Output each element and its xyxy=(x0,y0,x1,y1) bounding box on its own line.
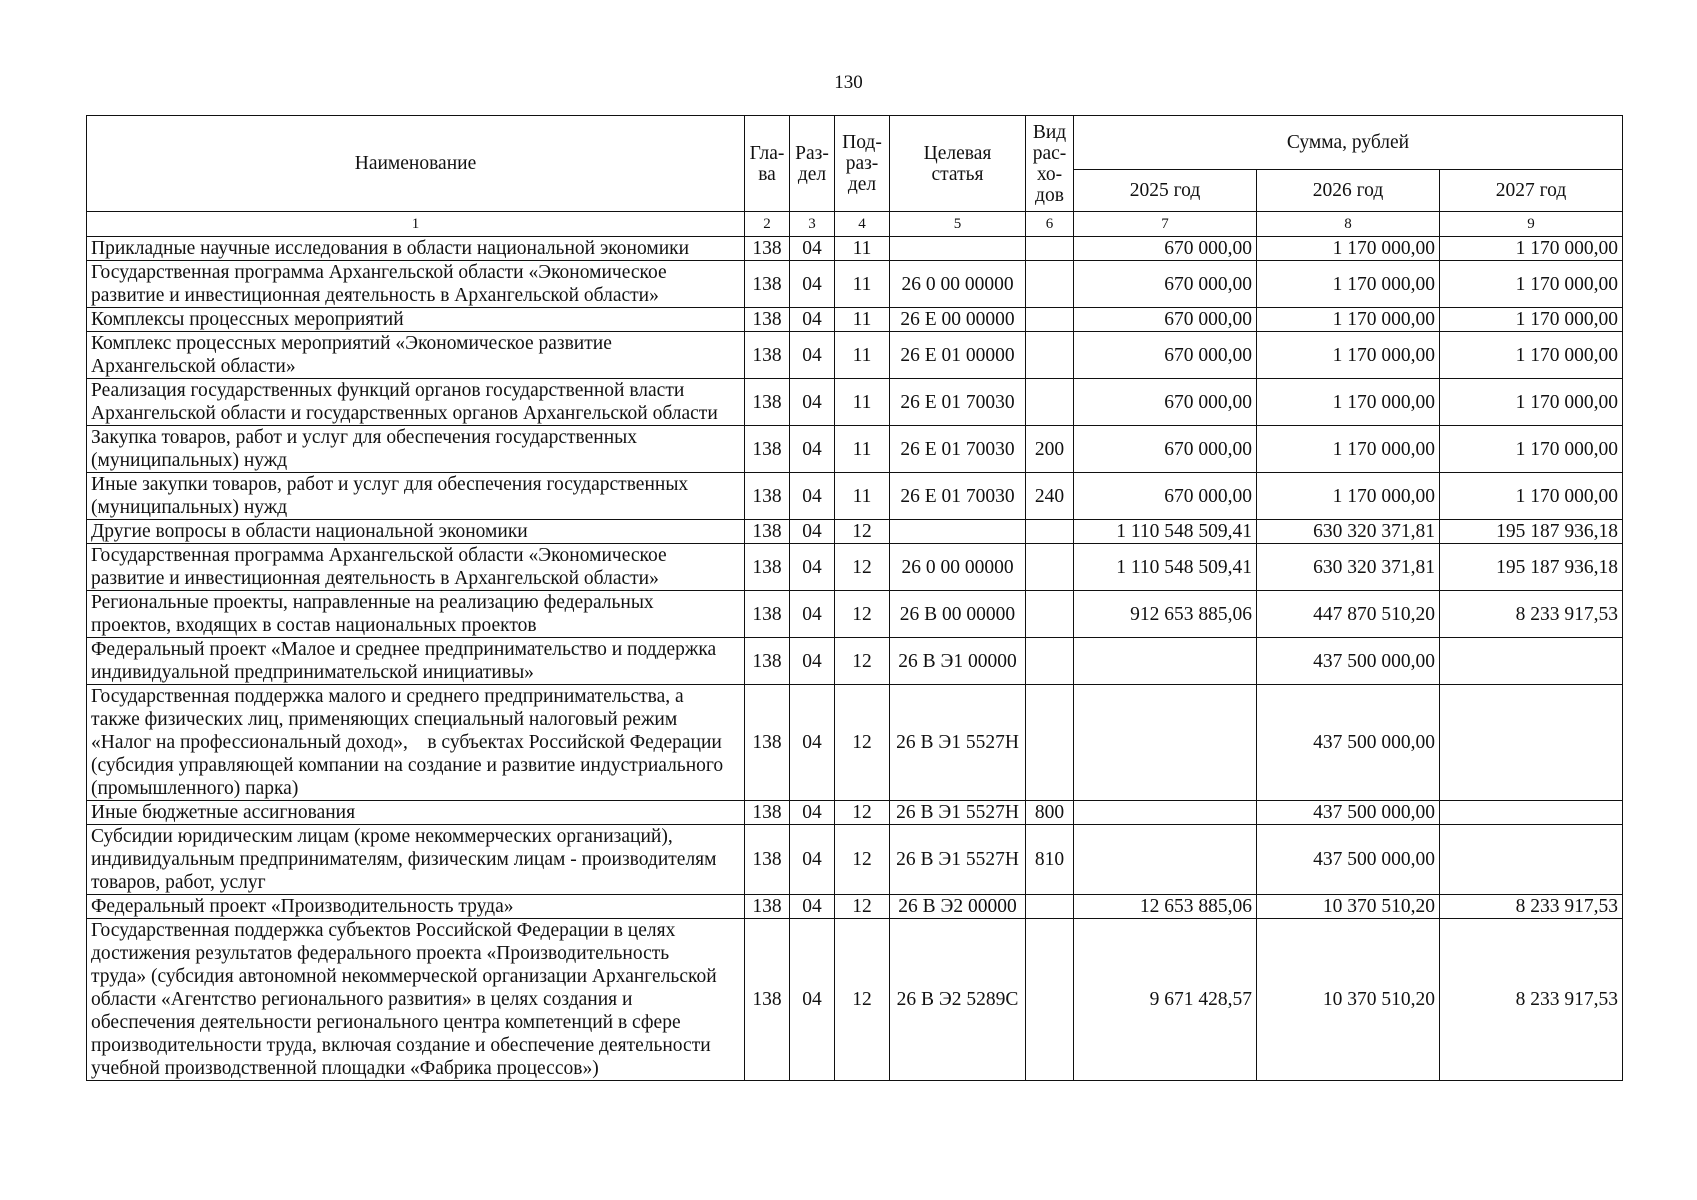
cell-vid xyxy=(1026,895,1074,919)
cell-vid xyxy=(1026,685,1074,801)
cell-razdel: 04 xyxy=(790,261,835,308)
cell-2025 xyxy=(1074,801,1257,825)
table-header xyxy=(87,116,1623,237)
cell-2025: 670 000,00 xyxy=(1074,473,1257,520)
cell-name: Государственная поддержка субъектов Российской Федерации в целях достижения результатов федерального проекта «Производительность труда» (субсидия автономной некоммерческой организации Архангельской области «Агентство регионального развития» в целях создания и обеспечения деятельности регионального центра компетенций в сфере производительности труда, включая создание и обеспечение деятельности учебной производственной площадки «Фабрика процессов») xyxy=(87,919,745,1081)
cell-2026: 630 320 371,81 xyxy=(1257,520,1440,544)
cell-name: Прикладные научные исследования в области национальной экономики xyxy=(87,237,745,261)
cell-2026: 1 170 000,00 xyxy=(1257,308,1440,332)
cell-celevaya: 26 0 00 00000 xyxy=(890,544,1026,591)
cell-2027: 1 170 000,00 xyxy=(1440,237,1623,261)
cell-vid: 800 xyxy=(1026,801,1074,825)
cell-glava: 138 xyxy=(745,685,790,801)
header-summa: Сумма, рублей xyxy=(1074,116,1623,170)
cell-glava: 138 xyxy=(745,825,790,895)
cell-2025: 670 000,00 xyxy=(1074,426,1257,473)
cell-2026: 437 500 000,00 xyxy=(1257,825,1440,895)
cell-2026: 437 500 000,00 xyxy=(1257,685,1440,801)
cell-2025: 670 000,00 xyxy=(1074,379,1257,426)
cell-razdel: 04 xyxy=(790,685,835,801)
cell-2027 xyxy=(1440,685,1623,801)
cell-glava: 138 xyxy=(745,591,790,638)
cell-podrazdel: 11 xyxy=(835,308,890,332)
header-glava: Гла- ва xyxy=(745,116,790,212)
cell-vid xyxy=(1026,332,1074,379)
col-number: 6 xyxy=(1026,212,1074,237)
cell-2026: 10 370 510,20 xyxy=(1257,895,1440,919)
cell-2027: 1 170 000,00 xyxy=(1440,308,1623,332)
cell-2027: 1 170 000,00 xyxy=(1440,379,1623,426)
col-number: 2 xyxy=(745,212,790,237)
cell-glava: 138 xyxy=(745,261,790,308)
cell-2025 xyxy=(1074,685,1257,801)
cell-celevaya: 26 В Э1 5527Н xyxy=(890,685,1026,801)
cell-vid xyxy=(1026,591,1074,638)
table-row xyxy=(87,825,1623,895)
cell-2027: 8 233 917,53 xyxy=(1440,919,1623,1081)
col-number: 4 xyxy=(835,212,890,237)
table-body xyxy=(87,237,1623,1081)
cell-celevaya: 26 Е 01 70030 xyxy=(890,426,1026,473)
cell-podrazdel: 12 xyxy=(835,520,890,544)
header-celevaya: Целевая статья xyxy=(890,116,1026,212)
cell-glava: 138 xyxy=(745,638,790,685)
header-name: Наименование xyxy=(87,116,745,212)
header-2025: 2025 год xyxy=(1074,170,1257,212)
cell-podrazdel: 12 xyxy=(835,895,890,919)
cell-2027: 1 170 000,00 xyxy=(1440,332,1623,379)
budget-table xyxy=(86,115,1623,1081)
cell-podrazdel: 11 xyxy=(835,473,890,520)
cell-2027: 195 187 936,18 xyxy=(1440,520,1623,544)
cell-2027: 1 170 000,00 xyxy=(1440,426,1623,473)
col-number: 7 xyxy=(1074,212,1257,237)
cell-2025 xyxy=(1074,825,1257,895)
col-number: 1 xyxy=(87,212,745,237)
table-row xyxy=(87,261,1623,308)
cell-vid xyxy=(1026,308,1074,332)
cell-podrazdel: 12 xyxy=(835,544,890,591)
cell-2027: 1 170 000,00 xyxy=(1440,261,1623,308)
cell-podrazdel: 11 xyxy=(835,379,890,426)
cell-vid xyxy=(1026,261,1074,308)
cell-name: Федеральный проект «Производительность труда» xyxy=(87,895,745,919)
cell-razdel: 04 xyxy=(790,473,835,520)
cell-2025 xyxy=(1074,638,1257,685)
cell-glava: 138 xyxy=(745,895,790,919)
cell-celevaya: 26 0 00 00000 xyxy=(890,261,1026,308)
cell-2025: 670 000,00 xyxy=(1074,308,1257,332)
table-row xyxy=(87,895,1623,919)
cell-celevaya: 26 Е 01 70030 xyxy=(890,473,1026,520)
col-number: 8 xyxy=(1257,212,1440,237)
cell-2026: 1 170 000,00 xyxy=(1257,332,1440,379)
cell-2027 xyxy=(1440,638,1623,685)
cell-podrazdel: 12 xyxy=(835,801,890,825)
cell-glava: 138 xyxy=(745,801,790,825)
col-number: 5 xyxy=(890,212,1026,237)
header-vid: Вид рас- хо- дов xyxy=(1026,116,1074,212)
cell-glava: 138 xyxy=(745,544,790,591)
cell-vid: 810 xyxy=(1026,825,1074,895)
cell-celevaya: 26 В Э1 5527Н xyxy=(890,801,1026,825)
table-row xyxy=(87,426,1623,473)
cell-2026: 1 170 000,00 xyxy=(1257,473,1440,520)
cell-razdel: 04 xyxy=(790,237,835,261)
table-row xyxy=(87,544,1623,591)
cell-glava: 138 xyxy=(745,919,790,1081)
cell-name: Федеральный проект «Малое и среднее предпринимательство и поддержка индивидуальной предпринимательской инициативы» xyxy=(87,638,745,685)
table-row xyxy=(87,308,1623,332)
cell-razdel: 04 xyxy=(790,332,835,379)
cell-vid: 200 xyxy=(1026,426,1074,473)
col-number: 9 xyxy=(1440,212,1623,237)
table-row xyxy=(87,685,1623,801)
cell-glava: 138 xyxy=(745,379,790,426)
cell-razdel: 04 xyxy=(790,895,835,919)
cell-vid xyxy=(1026,237,1074,261)
cell-podrazdel: 11 xyxy=(835,237,890,261)
cell-celevaya: 26 Е 01 00000 xyxy=(890,332,1026,379)
cell-name: Региональные проекты, направленные на реализацию федеральных проектов, входящих в состав национальных проектов xyxy=(87,591,745,638)
cell-podrazdel: 12 xyxy=(835,685,890,801)
table-row xyxy=(87,473,1623,520)
cell-vid xyxy=(1026,379,1074,426)
cell-celevaya xyxy=(890,237,1026,261)
cell-vid xyxy=(1026,638,1074,685)
cell-celevaya: 26 В Э1 5527Н xyxy=(890,825,1026,895)
cell-name: Другие вопросы в области национальной экономики xyxy=(87,520,745,544)
cell-name: Государственная поддержка малого и среднего предпринимательства, а также физических лиц, применяющих специальный налоговый режим «Налог на профессиональный доход», в субъектах Российской Федерации (субсидия управляющей компании на создание и развитие индустриального (промышленного) парка) xyxy=(87,685,745,801)
cell-vid xyxy=(1026,919,1074,1081)
cell-2026: 1 170 000,00 xyxy=(1257,379,1440,426)
cell-2027 xyxy=(1440,801,1623,825)
cell-celevaya: 26 Е 00 00000 xyxy=(890,308,1026,332)
cell-glava: 138 xyxy=(745,308,790,332)
cell-podrazdel: 11 xyxy=(835,261,890,308)
cell-razdel: 04 xyxy=(790,520,835,544)
cell-razdel: 04 xyxy=(790,308,835,332)
cell-name: Государственная программа Архангельской области «Экономическое развитие и инвестиционная деятельность в Архангельской области» xyxy=(87,544,745,591)
header-2027: 2027 год xyxy=(1440,170,1623,212)
cell-podrazdel: 12 xyxy=(835,591,890,638)
cell-name: Иные бюджетные ассигнования xyxy=(87,801,745,825)
cell-2025: 12 653 885,06 xyxy=(1074,895,1257,919)
cell-razdel: 04 xyxy=(790,825,835,895)
cell-podrazdel: 11 xyxy=(835,332,890,379)
cell-celevaya: 26 В Э2 5289С xyxy=(890,919,1026,1081)
cell-razdel: 04 xyxy=(790,591,835,638)
cell-razdel: 04 xyxy=(790,638,835,685)
cell-2026: 1 170 000,00 xyxy=(1257,261,1440,308)
cell-2025: 670 000,00 xyxy=(1074,332,1257,379)
table-row xyxy=(87,591,1623,638)
cell-2026: 437 500 000,00 xyxy=(1257,638,1440,685)
cell-celevaya: 26 В Э1 00000 xyxy=(890,638,1026,685)
cell-2027 xyxy=(1440,825,1623,895)
header-podrazdel: Под- раз- дел xyxy=(835,116,890,212)
cell-name: Комплексы процессных мероприятий xyxy=(87,308,745,332)
cell-2027: 1 170 000,00 xyxy=(1440,473,1623,520)
cell-2026: 10 370 510,20 xyxy=(1257,919,1440,1081)
cell-2026: 437 500 000,00 xyxy=(1257,801,1440,825)
cell-2025: 9 671 428,57 xyxy=(1074,919,1257,1081)
cell-podrazdel: 12 xyxy=(835,919,890,1081)
cell-celevaya xyxy=(890,520,1026,544)
cell-podrazdel: 12 xyxy=(835,825,890,895)
cell-vid xyxy=(1026,520,1074,544)
cell-celevaya: 26 В Э2 00000 xyxy=(890,895,1026,919)
cell-2025: 670 000,00 xyxy=(1074,237,1257,261)
cell-2026: 630 320 371,81 xyxy=(1257,544,1440,591)
table-row xyxy=(87,332,1623,379)
cell-razdel: 04 xyxy=(790,426,835,473)
cell-2025: 670 000,00 xyxy=(1074,261,1257,308)
cell-vid xyxy=(1026,544,1074,591)
table-row xyxy=(87,237,1623,261)
cell-podrazdel: 11 xyxy=(835,426,890,473)
cell-name: Субсидии юридическим лицам (кроме некоммерческих организаций), индивидуальным предпринимателям, физическим лицам - производителям товаров, работ, услуг xyxy=(87,825,745,895)
table-row xyxy=(87,520,1623,544)
cell-name: Государственная программа Архангельской области «Экономическое развитие и инвестиционная деятельность в Архангельской области» xyxy=(87,261,745,308)
cell-2026: 1 170 000,00 xyxy=(1257,426,1440,473)
cell-glava: 138 xyxy=(745,426,790,473)
cell-razdel: 04 xyxy=(790,919,835,1081)
header-2026: 2026 год xyxy=(1257,170,1440,212)
cell-name: Реализация государственных функций органов государственной власти Архангельской области и государственных органов Архангельской области xyxy=(87,379,745,426)
cell-2026: 1 170 000,00 xyxy=(1257,237,1440,261)
cell-vid: 240 xyxy=(1026,473,1074,520)
cell-razdel: 04 xyxy=(790,379,835,426)
cell-name: Комплекс процессных мероприятий «Экономическое развитие Архангельской области» xyxy=(87,332,745,379)
table-row xyxy=(87,379,1623,426)
cell-2025: 1 110 548 509,41 xyxy=(1074,544,1257,591)
cell-glava: 138 xyxy=(745,332,790,379)
col-number: 3 xyxy=(790,212,835,237)
cell-name: Закупка товаров, работ и услуг для обеспечения государственных (муниципальных) нужд xyxy=(87,426,745,473)
cell-2025: 1 110 548 509,41 xyxy=(1074,520,1257,544)
cell-celevaya: 26 Е 01 70030 xyxy=(890,379,1026,426)
table-row xyxy=(87,638,1623,685)
cell-2027: 8 233 917,53 xyxy=(1440,895,1623,919)
cell-glava: 138 xyxy=(745,520,790,544)
cell-name: Иные закупки товаров, работ и услуг для обеспечения государственных (муниципальных) нужд xyxy=(87,473,745,520)
cell-razdel: 04 xyxy=(790,801,835,825)
cell-glava: 138 xyxy=(745,237,790,261)
cell-podrazdel: 12 xyxy=(835,638,890,685)
cell-razdel: 04 xyxy=(790,544,835,591)
page-number: 130 xyxy=(834,72,863,93)
cell-2027: 195 187 936,18 xyxy=(1440,544,1623,591)
cell-2027: 8 233 917,53 xyxy=(1440,591,1623,638)
header-razdel: Раз- дел xyxy=(790,116,835,212)
table-row xyxy=(87,801,1623,825)
cell-glava: 138 xyxy=(745,473,790,520)
cell-2026: 447 870 510,20 xyxy=(1257,591,1440,638)
cell-celevaya: 26 В 00 00000 xyxy=(890,591,1026,638)
cell-2025: 912 653 885,06 xyxy=(1074,591,1257,638)
table-row xyxy=(87,919,1623,1081)
